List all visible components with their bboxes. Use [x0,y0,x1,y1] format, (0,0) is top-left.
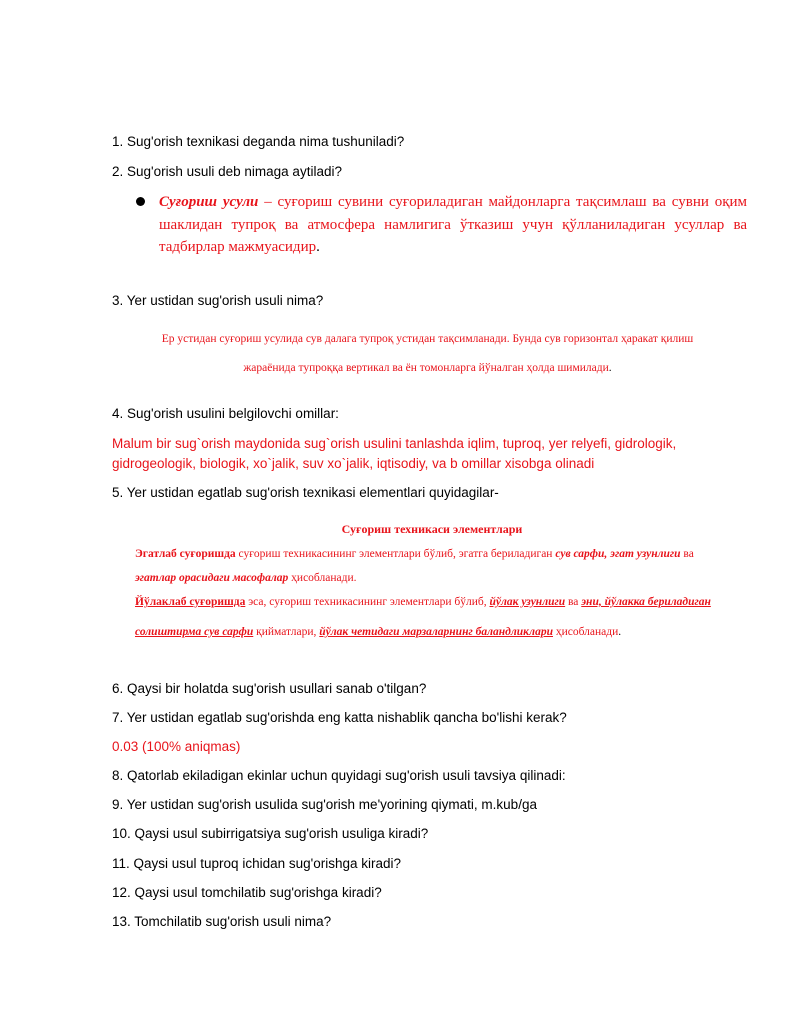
answer-5-p1-t1: суғориш техникасининг элементлари бўлиб, эгатга бериладиган [235,548,556,560]
question-6: 6. Qaysi bir holatda sug'orish usullari sanab o'tilgan? [112,681,427,696]
answer-5-p2-term: Йўлаклаб суғоришда [135,596,246,608]
question-1: 1. Sug'orish texnikasi deganda nima tushuniladi? [112,134,405,149]
question-5: 5. Yer ustidan egatlab sug'orish texnikasi elementlari quyidagilar- [112,485,499,500]
question-3: 3. Yer ustidan sug'orish usuli nima? [112,293,324,308]
answer-3-line-2-text: жараёнида тупроққа вертикал ва ён томонларга йўналган ҳолда шимилади [243,362,609,374]
answer-5-p1-line-1 [135,546,744,562]
question-4: 4. Sug'orish usulini belgilovchi omillar: [112,406,339,421]
answer-2-text: – суғориш сувини суғориладиган майдонларга тақсимлаш ва сувни оқим шаклидан тупроқ ва атмосфера намлигига ўтказиш учун қўлланиладиган усуллар ва тадбирлар мажмуасидир [159,194,747,255]
answer-5-p2-t4: ҳисобланади [552,626,619,638]
answer-5-p1-k2: эгатлар орасидаги масофалар [135,572,289,584]
answer-5-p2-k4: йўлак четидаги марзаларнинг баландликлари [319,626,553,638]
question-11: 11. Qaysi usul tuproq ichidan sug'orishga kiradi? [112,856,401,871]
question-10: 10. Qaysi usul subirrigatsiya sug'orish usuliga kiradi? [112,826,429,841]
answer-5-title: Суғориш техникаси элементлари [341,522,523,536]
answer-5-p1-term: Эгатлаб суғоришда [135,548,236,560]
answer-3-line-2 [112,360,743,376]
answer-3-line-1: Ер устидан суғориш усулида сув далага тупроқ устидан тақсимланади. Бунда сув горизонтал ҳаракат қилиш [161,333,694,345]
answer-5-p2-k1: йўлак узунлиги [489,596,566,608]
answer-5-p1-k1: сув сарфи, эгат узунлиги [555,548,681,560]
answer-5-p2-k2: эни, йўлакка бериладиган [581,596,711,608]
answer-5-p2-t3: қийматлари, [253,626,320,638]
answer-5-p2-k3: солиштирма сув сарфи [135,626,254,638]
answer-7: 0.03 (100% aniqmas) [112,739,241,754]
question-7: 7. Yer ustidan egatlab sug'orishda eng katta nishablik qancha bo'lishi kerak? [112,710,567,725]
answer-5-p2-t2: ва [565,596,582,608]
answer-2-term: Суғориш усули [159,194,259,210]
answer-5-p2-line-2 [135,624,744,640]
answer-5-p2-line-1 [135,594,744,610]
answer-5-p1-t3: ҳисобланади. [288,572,357,584]
question-2: 2. Sug'orish usuli deb nimaga aytiladi? [112,164,342,179]
answer-5-p1-t2: ва [680,548,694,560]
question-13: 13. Tomchilatib sug'orish usuli nima? [112,914,332,929]
bullet-icon [136,197,145,206]
answer-4: Malum bir sug`orish maydonida sug`orish usulini tanlashda iqlim, tuproq, yer relyefi, gidrologik, gidrogeologik, biologik, xo`jalik, suv xo`jalik, iqtisodiy, va b omillar xisobga olinadi [112,436,677,471]
question-9: 9. Yer ustidan sug'orish usulida sug'orish me'yorining qiymati, m.kub/ga [112,797,537,812]
answer-3-end: . [608,362,612,374]
answer-2 [159,191,747,259]
answer-2-end: . [316,239,320,255]
question-12: 12. Qaysi usul tomchilatib sug'orishga kiradi? [112,885,382,900]
answer-5-p1-line-2 [135,570,744,586]
question-8: 8. Qatorlab ekiladigan ekinlar uchun quyidagi sug'orish usuli tavsiya qilinadi: [112,768,566,783]
answer-5-p2-end: . [618,626,622,638]
answer-5-p2-t1: эса, суғориш техникасининг элементлари бўлиб, [245,596,490,608]
